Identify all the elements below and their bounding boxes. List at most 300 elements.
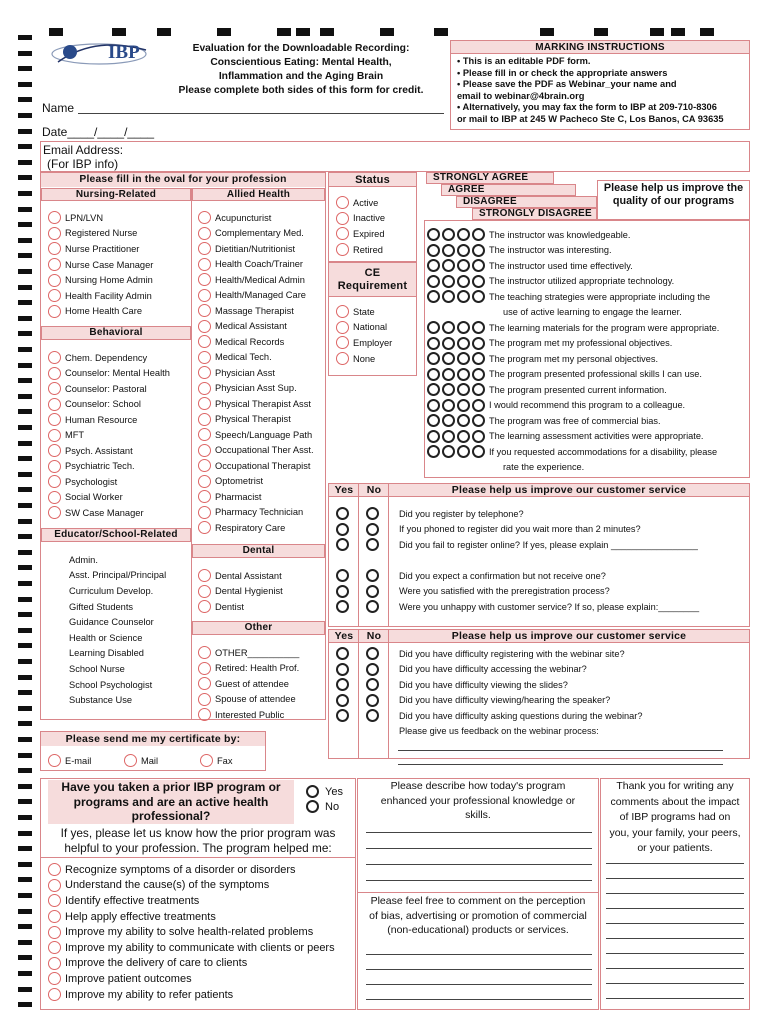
rating-oval[interactable] (442, 352, 455, 365)
rating-oval[interactable] (457, 368, 470, 381)
no-oval[interactable] (366, 569, 379, 582)
status-option[interactable] (336, 211, 385, 227)
radio-oval[interactable] (198, 428, 211, 441)
service-row[interactable] (336, 662, 642, 678)
write-line[interactable] (366, 848, 592, 849)
no-oval[interactable] (366, 538, 379, 551)
radio-oval[interactable] (48, 413, 61, 426)
radio-oval[interactable] (198, 211, 211, 224)
prior-help-option[interactable] (48, 862, 335, 878)
rating-oval[interactable] (427, 445, 440, 458)
radio-oval[interactable] (48, 506, 61, 519)
rating-oval[interactable] (442, 445, 455, 458)
rating-oval[interactable] (457, 290, 470, 303)
rating-ovals[interactable] (427, 259, 489, 272)
rating-ovals[interactable] (427, 337, 489, 350)
rating-oval[interactable] (442, 399, 455, 412)
radio-oval[interactable] (200, 754, 213, 767)
no-oval[interactable] (366, 694, 379, 707)
service-row[interactable] (336, 724, 642, 740)
write-line[interactable] (606, 893, 744, 894)
rating-oval[interactable] (427, 259, 440, 272)
radio-oval[interactable] (336, 196, 349, 209)
rating-oval[interactable] (472, 228, 485, 241)
radio-oval[interactable] (198, 677, 211, 690)
radio-oval[interactable] (124, 754, 137, 767)
allied-option[interactable] (198, 489, 314, 505)
rating-ovals[interactable] (427, 352, 489, 365)
rating-oval[interactable] (427, 352, 440, 365)
certificate-fax-option[interactable] (200, 753, 233, 769)
rating-oval[interactable] (442, 228, 455, 241)
allied-option[interactable] (198, 210, 314, 226)
radio-oval[interactable] (48, 957, 61, 970)
certificate-mail-option[interactable] (124, 753, 158, 769)
rating-oval[interactable] (442, 430, 455, 443)
rating-oval[interactable] (427, 244, 440, 257)
allied-option[interactable] (198, 458, 314, 474)
nursing-option[interactable] (48, 210, 153, 226)
rating-row[interactable] (427, 382, 719, 398)
rating-row[interactable] (427, 227, 719, 243)
radio-oval[interactable] (48, 305, 61, 318)
behavioral-option[interactable] (48, 490, 170, 506)
date-field[interactable]: Date____/____/____ (42, 125, 155, 139)
rating-oval[interactable] (457, 399, 470, 412)
nursing-option[interactable] (48, 257, 153, 273)
nursing-option[interactable] (48, 226, 153, 242)
rating-ovals[interactable] (427, 290, 489, 303)
yes-oval[interactable] (336, 569, 349, 582)
radio-oval[interactable] (336, 305, 349, 318)
rating-oval[interactable] (442, 290, 455, 303)
radio-oval[interactable] (48, 382, 61, 395)
quality-help-box (597, 180, 750, 220)
allied-option[interactable] (198, 381, 314, 397)
allied-option[interactable] (198, 334, 314, 350)
email-label: Email Address: (43, 143, 124, 157)
educator-option[interactable] (52, 599, 166, 615)
rating-ovals[interactable] (427, 445, 489, 458)
write-line[interactable] (366, 954, 592, 955)
allied-option[interactable] (198, 396, 314, 412)
behavioral-option[interactable] (48, 381, 170, 397)
prior-help-option[interactable] (48, 878, 335, 894)
radio-oval[interactable] (48, 491, 61, 504)
rating-oval[interactable] (472, 414, 485, 427)
radio-oval[interactable] (336, 321, 349, 334)
radio-oval[interactable] (48, 972, 61, 985)
rating-oval[interactable] (442, 368, 455, 381)
radio-oval[interactable] (198, 506, 211, 519)
nursing-option[interactable] (48, 241, 153, 257)
rating-oval[interactable] (457, 244, 470, 257)
other-option[interactable] (198, 661, 299, 677)
rating-row[interactable] (427, 258, 719, 274)
radio-oval[interactable] (48, 863, 61, 876)
rating-ovals[interactable] (427, 368, 489, 381)
rating-oval[interactable] (427, 383, 440, 396)
yes-oval[interactable] (336, 523, 349, 536)
allied-option[interactable] (198, 505, 314, 521)
radio-oval[interactable] (48, 879, 61, 892)
service-row[interactable] (336, 708, 642, 724)
rating-oval[interactable] (442, 414, 455, 427)
radio-oval[interactable] (48, 289, 61, 302)
radio-oval[interactable] (198, 366, 211, 379)
nursing-label: Home Health Care (65, 306, 142, 317)
rating-oval[interactable] (427, 430, 440, 443)
service-row[interactable] (336, 646, 642, 662)
ce-option[interactable] (336, 320, 392, 336)
rating-oval[interactable] (457, 228, 470, 241)
behavioral-option[interactable] (48, 366, 170, 382)
behavioral-option[interactable] (48, 459, 170, 475)
service-row[interactable] (336, 584, 699, 600)
rating-row[interactable] (427, 289, 719, 305)
other-option[interactable] (198, 692, 299, 708)
allied-option[interactable] (198, 427, 314, 443)
prior-help-option[interactable] (48, 940, 335, 956)
radio-oval[interactable] (198, 490, 211, 503)
allied-option[interactable] (198, 257, 314, 273)
write-line[interactable] (366, 880, 592, 881)
radio-oval[interactable] (198, 258, 211, 271)
other-option[interactable] (198, 707, 299, 723)
radio-oval[interactable] (48, 754, 61, 767)
no-oval[interactable] (366, 523, 379, 536)
email-box[interactable] (40, 141, 750, 172)
radio-oval[interactable] (198, 475, 211, 488)
radio-oval[interactable] (198, 227, 211, 240)
rating-ovals[interactable] (427, 383, 489, 396)
radio-oval[interactable] (198, 646, 211, 659)
radio-oval[interactable] (48, 460, 61, 473)
radio-oval[interactable] (48, 211, 61, 224)
status-option[interactable] (336, 226, 385, 242)
radio-oval[interactable] (336, 243, 349, 256)
other-option[interactable] (198, 676, 299, 692)
write-line[interactable] (606, 923, 744, 924)
prior-prompt (42, 826, 354, 856)
behavioral-option[interactable] (48, 474, 170, 490)
radio-oval[interactable] (198, 413, 211, 426)
service-row[interactable] (336, 522, 699, 538)
service-row[interactable] (336, 568, 699, 584)
rating-row[interactable] (427, 398, 719, 414)
rating-ovals[interactable] (427, 430, 489, 443)
radio-oval[interactable] (48, 398, 61, 411)
behavioral-option[interactable] (48, 350, 170, 366)
radio-oval[interactable] (198, 444, 211, 457)
radio-oval[interactable] (198, 693, 211, 706)
rating-oval[interactable] (427, 321, 440, 334)
allied-option[interactable] (198, 412, 314, 428)
write-line[interactable] (366, 864, 592, 865)
radio-oval[interactable] (306, 785, 319, 798)
radio-oval[interactable] (48, 444, 61, 457)
rating-oval[interactable] (457, 337, 470, 350)
rating-oval[interactable] (427, 399, 440, 412)
behavioral-option[interactable] (48, 505, 170, 521)
educator-option[interactable] (52, 552, 166, 568)
radio-oval[interactable] (198, 708, 211, 721)
rating-ovals[interactable] (427, 321, 489, 334)
educator-option[interactable] (52, 568, 166, 584)
rating-ovals[interactable] (427, 275, 489, 288)
dental-option[interactable] (198, 568, 283, 584)
radio-oval[interactable] (198, 397, 211, 410)
allied-label: Occupational Therapist (215, 460, 311, 471)
rating-oval[interactable] (442, 275, 455, 288)
ce-option[interactable] (336, 351, 392, 367)
write-line[interactable] (366, 969, 592, 970)
rating-oval[interactable] (472, 399, 485, 412)
write-line[interactable] (606, 938, 744, 939)
radio-oval[interactable] (48, 429, 61, 442)
write-line[interactable] (366, 832, 592, 833)
status-option[interactable] (336, 242, 385, 258)
rating-row[interactable] (427, 320, 719, 336)
timing-mark (18, 534, 32, 539)
rating-oval[interactable] (472, 290, 485, 303)
radio-oval[interactable] (48, 894, 61, 907)
rating-row[interactable] (427, 444, 719, 460)
allied-option[interactable] (198, 350, 314, 366)
rating-label: The instructor was knowledgeable. (489, 229, 631, 240)
rating-row[interactable] (427, 429, 719, 445)
allied-option[interactable] (198, 303, 314, 319)
educator-option[interactable] (52, 677, 166, 693)
write-line[interactable] (606, 998, 744, 999)
educator-option[interactable] (52, 692, 166, 708)
rating-oval[interactable] (427, 337, 440, 350)
write-line[interactable] (606, 878, 744, 879)
radio-oval[interactable] (48, 351, 61, 364)
rating-oval[interactable] (457, 383, 470, 396)
prior-yes-option[interactable] (306, 784, 343, 800)
rating-oval[interactable] (457, 352, 470, 365)
write-line[interactable] (606, 968, 744, 969)
radio-oval[interactable] (198, 351, 211, 364)
service-row (336, 553, 699, 569)
rating-row[interactable] (427, 351, 719, 367)
rating-row[interactable] (427, 336, 719, 352)
rating-oval[interactable] (472, 275, 485, 288)
yes-oval[interactable] (336, 709, 349, 722)
educator-option[interactable] (52, 630, 166, 646)
write-line[interactable] (366, 999, 592, 1000)
radio-oval[interactable] (198, 600, 211, 613)
radio-oval[interactable] (198, 521, 211, 534)
rating-row[interactable] (427, 367, 719, 383)
yes-oval[interactable] (336, 694, 349, 707)
radio-oval[interactable] (198, 304, 211, 317)
rating-oval[interactable] (457, 259, 470, 272)
behavioral-option[interactable] (48, 443, 170, 459)
allied-option[interactable] (198, 365, 314, 381)
prior-help-option[interactable] (48, 924, 335, 940)
rating-oval[interactable] (457, 275, 470, 288)
rating-oval[interactable] (427, 368, 440, 381)
yes-oval[interactable] (336, 600, 349, 613)
radio-oval[interactable] (198, 662, 211, 675)
rating-oval[interactable] (472, 352, 485, 365)
educator-option[interactable] (52, 583, 166, 599)
allied-option[interactable] (198, 288, 314, 304)
name-field[interactable] (78, 113, 444, 114)
rating-label: The instructor utilized appropriate technology. (489, 276, 675, 287)
radio-oval[interactable] (198, 335, 211, 348)
ce-option[interactable] (336, 304, 392, 320)
rating-oval[interactable] (457, 414, 470, 427)
educator-option[interactable] (52, 614, 166, 630)
other-option[interactable] (198, 645, 299, 661)
no-oval[interactable] (366, 600, 379, 613)
rating-oval[interactable] (472, 430, 485, 443)
yes-oval[interactable] (336, 585, 349, 598)
rating-row[interactable] (427, 243, 719, 259)
write-line[interactable] (606, 953, 744, 954)
rating-ovals[interactable] (427, 244, 489, 257)
rating-oval[interactable] (427, 275, 440, 288)
radio-oval[interactable] (306, 800, 319, 813)
no-oval[interactable] (366, 585, 379, 598)
no-oval[interactable] (366, 647, 379, 660)
timing-mark (18, 191, 32, 196)
radio-oval[interactable] (48, 367, 61, 380)
radio-oval[interactable] (48, 274, 61, 287)
radio-oval[interactable] (48, 926, 61, 939)
rating-oval[interactable] (457, 445, 470, 458)
rating-oval[interactable] (427, 414, 440, 427)
rating-oval[interactable] (442, 321, 455, 334)
prior-help-option[interactable] (48, 909, 335, 925)
radio-oval[interactable] (48, 258, 61, 271)
rating-oval[interactable] (457, 430, 470, 443)
rating-oval[interactable] (472, 383, 485, 396)
ce-option[interactable] (336, 335, 392, 351)
radio-oval[interactable] (336, 336, 349, 349)
rating-oval[interactable] (427, 290, 440, 303)
rating-label: The teaching strategies were appropriate including the (489, 291, 711, 302)
radio-oval[interactable] (198, 382, 211, 395)
yes-oval[interactable] (336, 663, 349, 676)
dental-option[interactable] (198, 584, 283, 600)
rating-oval[interactable] (442, 337, 455, 350)
no-oval[interactable] (366, 663, 379, 676)
prior-help-option[interactable] (48, 987, 335, 1003)
no-oval[interactable] (366, 507, 379, 520)
behavioral-option[interactable] (48, 412, 170, 428)
write-line[interactable] (606, 983, 744, 984)
nursing-option[interactable] (48, 288, 153, 304)
service-row[interactable] (336, 677, 642, 693)
prior-help-option[interactable] (48, 971, 335, 987)
service-row[interactable] (336, 599, 699, 615)
no-oval[interactable] (366, 709, 379, 722)
yes-oval[interactable] (336, 647, 349, 660)
service-row[interactable] (336, 537, 699, 553)
radio-oval[interactable] (48, 242, 61, 255)
radio-oval[interactable] (198, 273, 211, 286)
educator-option[interactable] (52, 646, 166, 662)
rating-oval[interactable] (442, 383, 455, 396)
nursing-option[interactable] (48, 272, 153, 288)
rating-ovals[interactable] (427, 228, 489, 241)
rating-oval[interactable] (472, 337, 485, 350)
behavioral-option[interactable] (48, 397, 170, 413)
rating-oval[interactable] (472, 244, 485, 257)
allied-option[interactable] (198, 241, 314, 257)
radio-oval[interactable] (48, 910, 61, 923)
yes-oval[interactable] (336, 678, 349, 691)
prior-help-option[interactable] (48, 956, 335, 972)
radio-oval[interactable] (198, 569, 211, 582)
allied-option[interactable] (198, 319, 314, 335)
rating-oval[interactable] (472, 445, 485, 458)
feedback-line-2[interactable] (398, 764, 723, 765)
allied-option[interactable] (198, 443, 314, 459)
rating-oval[interactable] (442, 244, 455, 257)
rating-ovals[interactable] (427, 399, 489, 412)
radio-oval[interactable] (198, 585, 211, 598)
allied-option[interactable] (198, 226, 314, 242)
rating-oval[interactable] (472, 321, 485, 334)
rating-ovals[interactable] (427, 414, 489, 427)
radio-oval[interactable] (336, 352, 349, 365)
radio-oval[interactable] (336, 212, 349, 225)
behavioral-option[interactable] (48, 428, 170, 444)
rating-oval[interactable] (427, 228, 440, 241)
dental-option[interactable] (198, 599, 283, 615)
rating-oval[interactable] (472, 368, 485, 381)
rating-oval[interactable] (472, 259, 485, 272)
write-line[interactable] (606, 908, 744, 909)
radio-oval[interactable] (48, 988, 61, 1001)
radio-oval[interactable] (198, 320, 211, 333)
radio-oval[interactable] (198, 242, 211, 255)
certificate-email-option[interactable] (48, 753, 91, 769)
nursing-option[interactable] (48, 304, 153, 320)
service-row[interactable] (336, 506, 699, 522)
radio-oval[interactable] (336, 227, 349, 240)
allied-option[interactable] (198, 474, 314, 490)
allied-option[interactable] (198, 272, 314, 288)
allied-option[interactable] (198, 520, 314, 536)
no-oval[interactable] (366, 678, 379, 691)
feedback-line-1[interactable] (398, 750, 723, 751)
rating-oval[interactable] (442, 259, 455, 272)
prior-help-option[interactable] (48, 893, 335, 909)
radio-oval[interactable] (48, 941, 61, 954)
write-line[interactable] (366, 984, 592, 985)
write-line[interactable] (606, 863, 744, 864)
prior-no-option[interactable] (306, 799, 339, 815)
yes-oval[interactable] (336, 507, 349, 520)
rating-oval[interactable] (457, 321, 470, 334)
radio-oval[interactable] (198, 459, 211, 472)
yes-oval[interactable] (336, 538, 349, 551)
radio-oval[interactable] (198, 289, 211, 302)
status-option[interactable] (336, 195, 385, 211)
radio-oval[interactable] (48, 475, 61, 488)
rating-row[interactable] (427, 413, 719, 429)
service-row[interactable] (336, 693, 642, 709)
rating-row[interactable] (427, 274, 719, 290)
radio-oval[interactable] (48, 227, 61, 240)
educator-option[interactable] (52, 661, 166, 677)
